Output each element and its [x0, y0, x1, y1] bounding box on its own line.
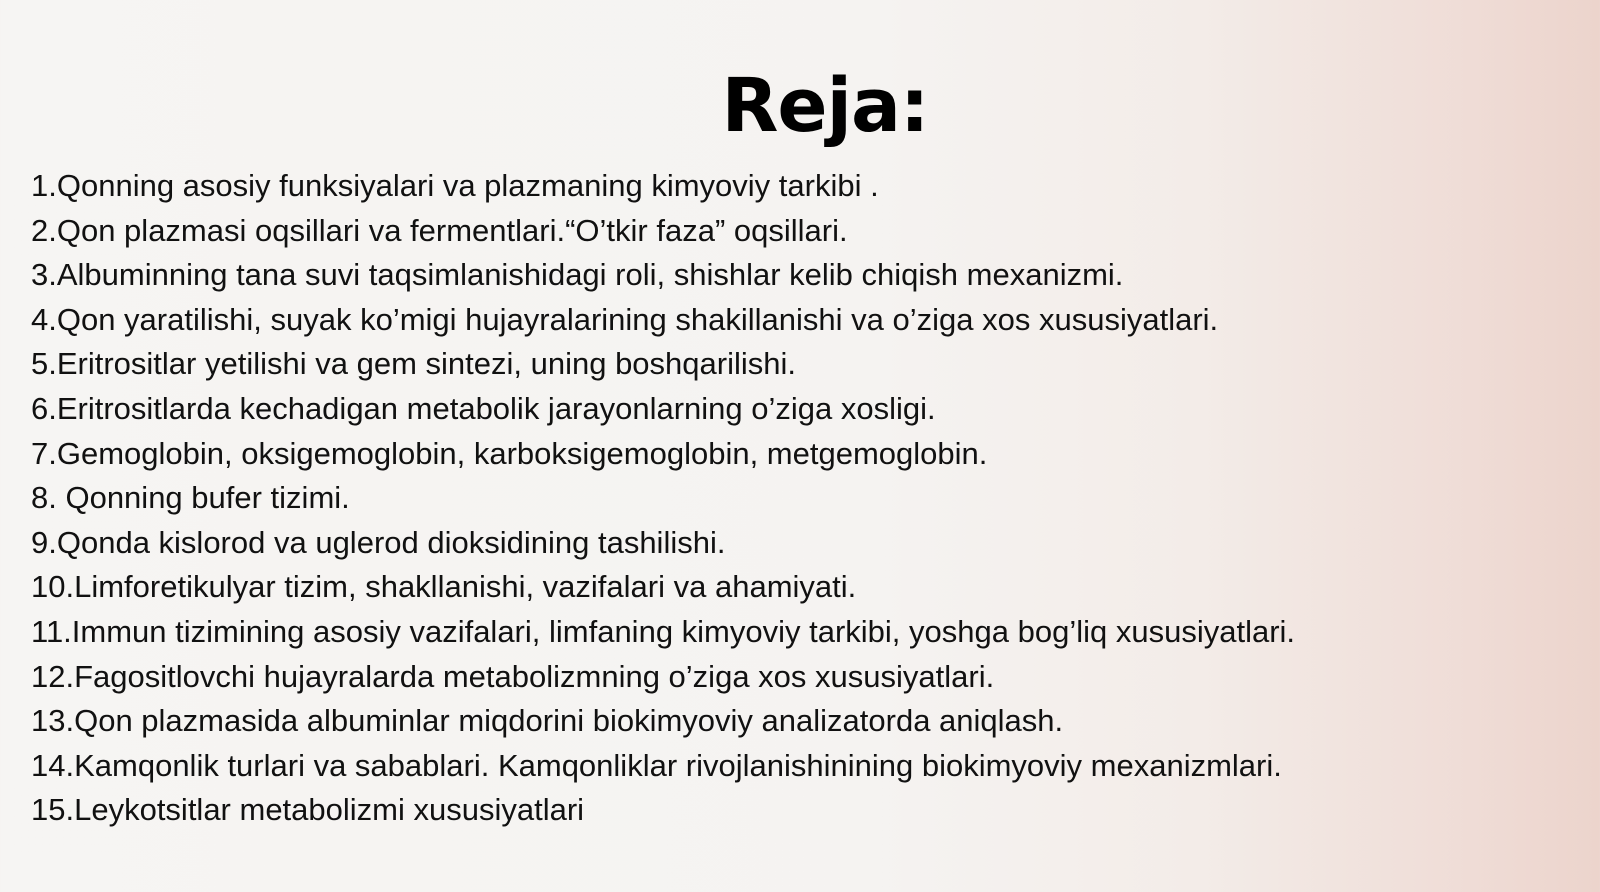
plan-item-14: 14.Kamqonlik turlari va sabablari. Kamqonliklar rivojlanishinining biokimyoviy mexanizmlari.: [31, 747, 1282, 783]
slide-title: Reja:: [721, 63, 929, 149]
plan-item-4: 4.Qon yaratilishi, suyak ko’migi hujayralarining shakillanishi va o’ziga xos xususiyatlari.: [31, 301, 1219, 337]
plan-item-1: 1.Qonning asosiy funksiyalari va plazmaning kimyoviy tarkibi .: [31, 168, 879, 203]
plan-item-2: 2.Qon plazmasi oqsillari va fermentlari.“O’tkir faza” oqsillari.: [31, 212, 848, 248]
plan-item-11: 11.Immun tizimining asosiy vazifalari, limfaning kimyoviy tarkibi, yoshga bog’liq xususiyatlari.: [31, 613, 1296, 649]
plan-list: [31, 164, 1591, 833]
plan-item-6: 6.Eritrositlarda kechadigan metabolik jarayonlarning o’ziga xosligi.: [31, 390, 936, 426]
plan-item-13: 13.Qon plazmasida albuminlar miqdorini biokimyoviy analizatorda aniqlash.: [31, 703, 1064, 739]
plan-item-10: 10.Limforetikulyar tizim, shakllanishi, vazifalari va ahamiyati.: [31, 569, 857, 605]
plan-item-8: 8. Qonning bufer tizimi.: [31, 480, 350, 516]
plan-item-15: 15.Leykotsitlar metabolizmi xususiyatlari: [31, 792, 585, 828]
plan-item-3: 3.Albuminning tana suvi taqsimlanishidagi roli, shishlar kelib chiqish mexanizmi.: [31, 257, 1124, 293]
plan-item-12: 12.Fagositlovchi hujayralarda metabolizmning o’ziga xos xususiyatlari.: [31, 658, 995, 694]
plan-item-7: 7.Gemoglobin, oksigemoglobin, karboksigemoglobin, metgemoglobin.: [31, 435, 988, 471]
plan-item-9: 9.Qonda kislorod va uglerod dioksidining tashilishi.: [31, 524, 726, 560]
plan-item-5: 5.Eritrositlar yetilishi va gem sintezi, uning boshqarilishi.: [31, 346, 796, 382]
